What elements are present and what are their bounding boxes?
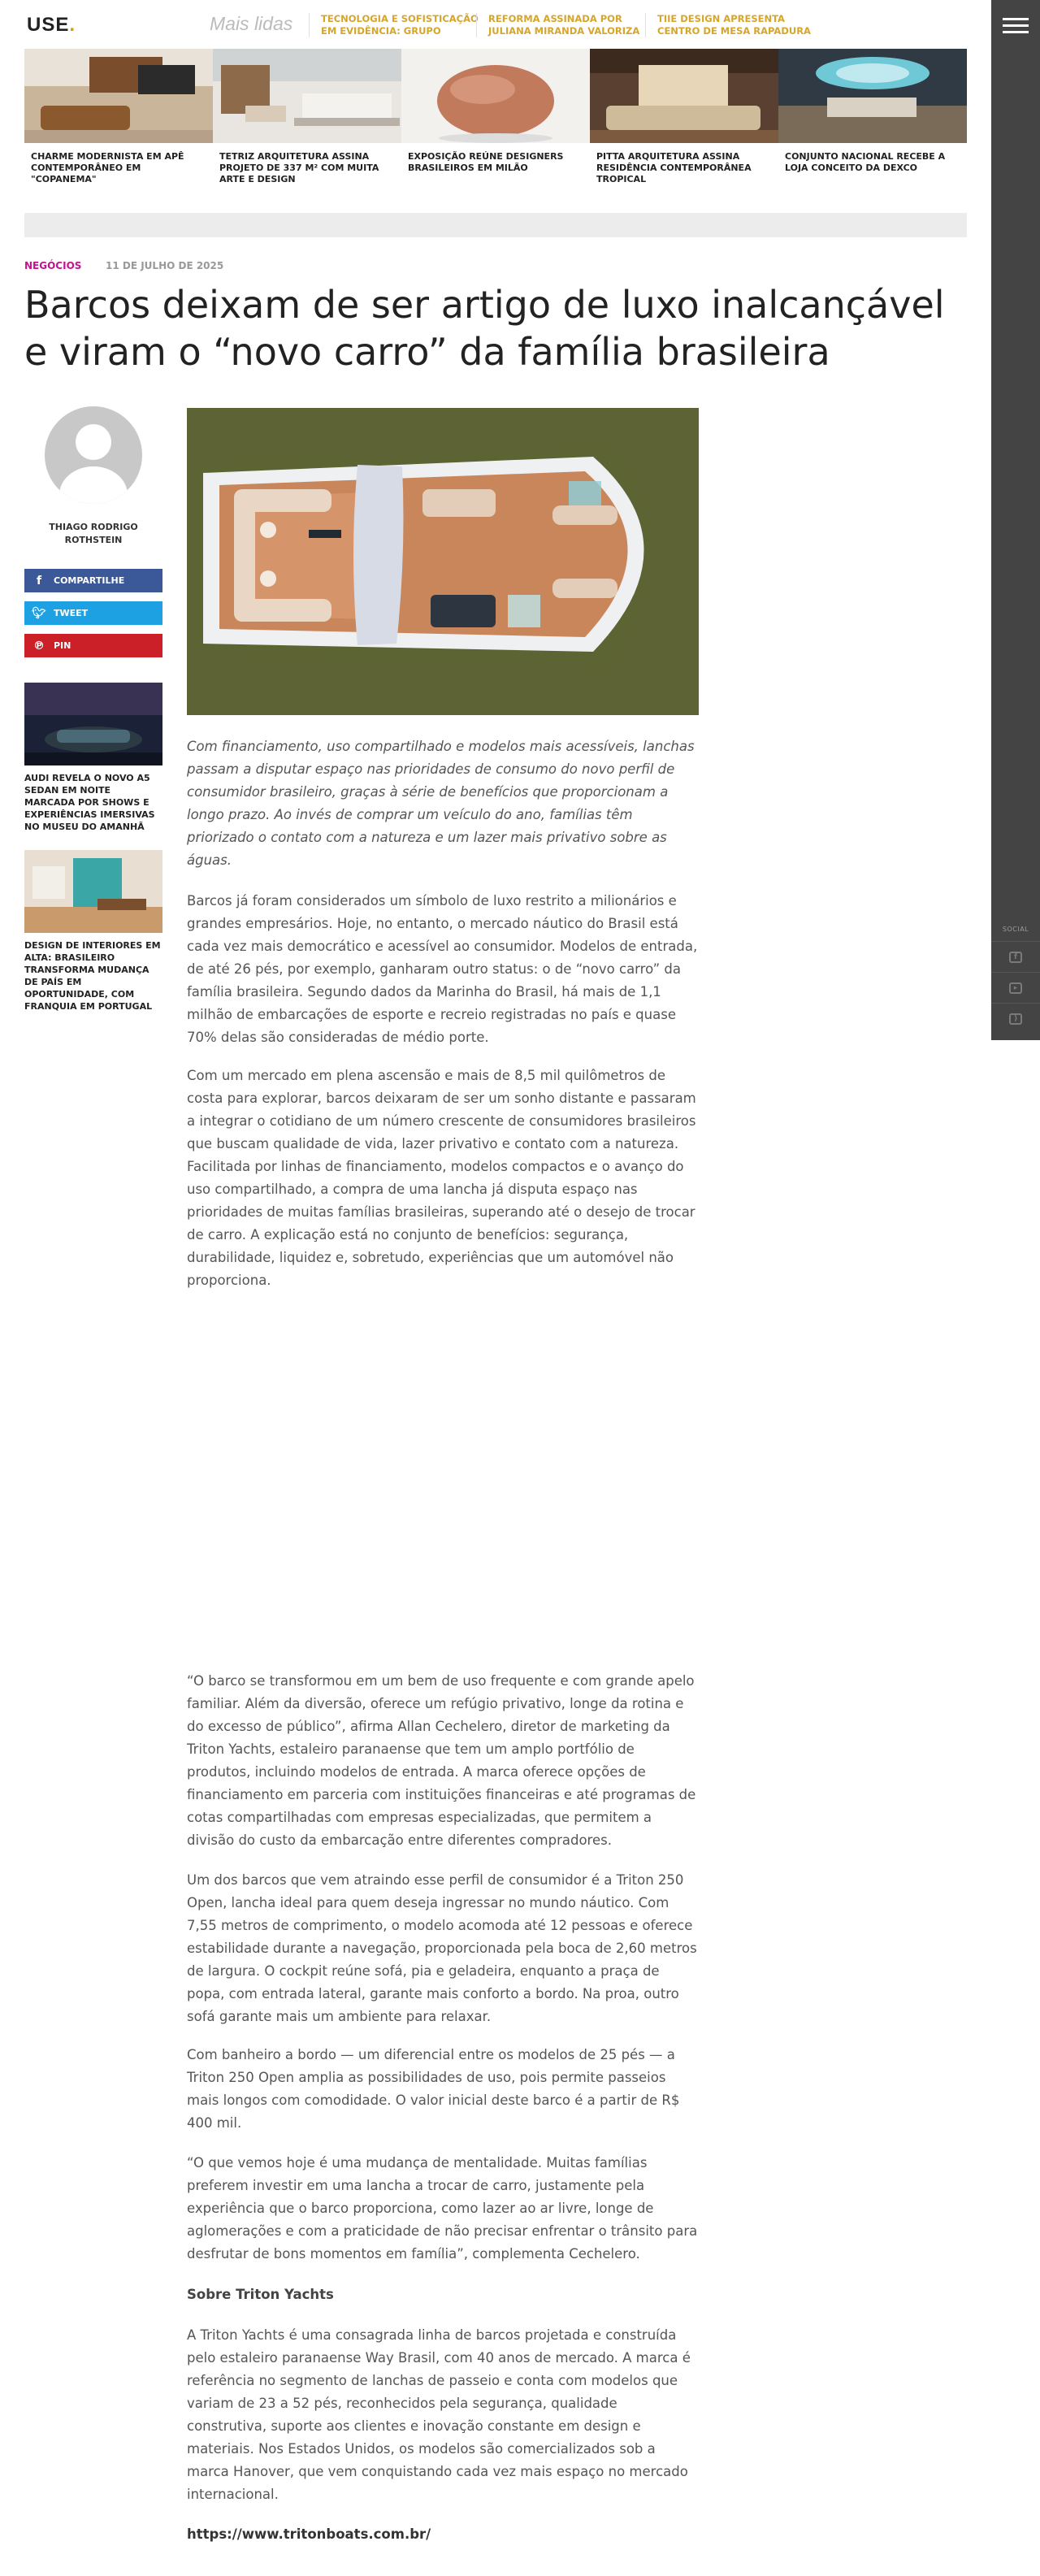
top-bar [0,0,991,49]
site-logo[interactable]: USE. [27,14,76,36]
most-read-label: Mais lidas [210,13,293,34]
related-title: AUDI REVELA O NOVO A5 SEDAN EM NOITE MARCADA POR SHOWS E EXPERIÊNCIAS IMERSIVAS NO MUSEU DO AMANHÃ [24,773,155,832]
article-body-6 [187,2152,699,2266]
article-body-5 [187,2044,699,2135]
body-paragraph: Um dos barcos que vem atraindo esse perfil de consumidor é a Triton 250 Open, lancha ideal para quem deseja ingressar no mundo náutico. Com 7,55 metros de comprimento, o modelo acomoda até 12 pessoas e oferece estabilidade durante a navegação, proporcionada pela boca de 2,60 metros de largura. O cockpit reúne sofá, pia e geladeira, enquanto a praça de popa, com entrada lateral, garante mais conforto a bordo. Na proa, outro sofá garante mais um ambiente para relaxar. [187,1872,697,2024]
ad-banner-placeholder [24,213,967,237]
featured-caption: EXPOSIÇÃO REÚNE DESIGNERS BRASILEIROS EM MILÃO [408,151,564,173]
facebook-share-button[interactable] [24,569,162,592]
body-paragraph: Barcos já foram considerados um símbolo de luxo restrito a milionários e grandes empresários. Hoje, no entanto, o mercado náutico do Brasil está cada vez mais democrático e acessível ao consumidor. Modelos de entrada, de até 26 pés, por exemplo, ganharam outro status: o de “novo carro” da família brasileira. Segundo dados da Marinha do Brasil, há mais de 1,1 milhão de embarcações de esporte e recreio registradas no país e quase 70% delas são consideradas de médio porte. [187,893,698,1045]
featured-caption: TETRIZ ARQUITETURA ASSINA PROJETO DE 337 M² COM MUITA ARTE E DESIGN [219,151,379,184]
facebook-icon[interactable]: f [991,941,1040,972]
twitter-share-button[interactable] [24,601,162,625]
most-read-link-1[interactable]: TECNOLOGIA E SOFISTICAÇÃO EM EVIDÊNCIA: GRUPO [309,13,479,37]
side-menu-panel [991,0,1040,1040]
lead-paragraph: Com financiamento, uso compartilhado e modelos mais acessíveis, lanchas passam a disputar espaço nas prioridades de consumo do novo perfil de consumidor brasileiro, graças à série de benefícios que proporcionam a longo prazo. Ao invés de comprar um veículo do ano, famílias têm priorizado o contato com a natureza e um lazer mais privativo sobre as águas. [187,739,695,868]
featured-card[interactable] [778,49,967,192]
social-label: SOCIAL [1002,926,1029,933]
featured-caption: PITTA ARQUITETURA ASSINA RESIDÊNCIA CONTEMPORÂNEA TROPICAL [596,151,752,184]
related-title: DESIGN DE INTERIORES EM ALTA: BRASILEIRO TRANSFORMA MUDANÇA DE PAÍS EM OPORTUNIDADE, COM FRANQUIA EM PORTUGAL [24,940,161,1012]
related-article[interactable] [24,683,162,833]
related-image [24,850,162,933]
category-tag[interactable]: NEGÓCIOS [24,260,82,271]
section-subtitle: Sobre Triton Yachts [187,2287,334,2302]
featured-image [401,49,590,143]
article-body-2 [187,1065,699,1292]
related-image [24,683,162,765]
facebook-icon: f [36,574,42,588]
featured-caption: CHARME MODERNISTA EM APÊ CONTEMPORÂNEO EM "COPANEMA" [31,151,184,184]
publish-date: 11 DE JULHO DE 2025 [106,260,224,271]
article-body-4 [187,1869,699,2028]
hamburger-menu-icon[interactable] [1003,18,1029,34]
article-hero-image [187,408,699,715]
share-label: PIN [54,640,72,651]
article-body-3 [187,1670,699,1852]
pinterest-icon: ℗ [33,639,45,653]
featured-strip [24,49,967,192]
featured-image [213,49,401,143]
most-read-link-3[interactable]: TIIE DESIGN APRESENTA CENTRO DE MESA RAPADURA [645,13,824,37]
featured-image [590,49,778,143]
article-url-block [187,2523,699,2546]
author-name[interactable]: THIAGO RODRIGO ROTHSTEIN [49,522,138,545]
related-article[interactable] [24,850,162,1013]
article-body-7 [187,2324,699,2506]
author-avatar [45,406,142,504]
featured-card[interactable] [401,49,590,192]
body-paragraph: “O barco se transformou em um bem de uso frequente e com grande apelo familiar. Além da diversão, oferece um refúgio privativo, longe da rotina e do excesso de público”, afirma Allan Cechelero, diretor de marketing da Triton Yachts, estaleiro paranaense que tem um amplo portfólio de produtos, incluindo modelos de entrada. A marca oferece opções de financiamento em parceria com instituições financeiras e até programas de cotas compartilhadas com empresas especializadas, que permitem a divisão do custo da embarcação entre diferentes compradores. [187,1673,696,1848]
twitter-icon: 🐦︎ [32,606,46,620]
share-label: TWEET [54,608,89,618]
youtube-icon[interactable]: ▸ [991,972,1040,1003]
featured-card[interactable] [24,49,213,192]
pinterest-share-button[interactable] [24,634,162,657]
article-subtitle-block [187,2283,699,2306]
featured-caption: CONJUNTO NACIONAL RECEBE A LOJA CONCEITO DA DEXCO [785,151,946,173]
body-paragraph: A Triton Yachts é uma consagrada linha de barcos projetada e construída pelo estaleiro paranaense Way Brasil, com 40 anos de mercado. A marca é referência no segmento de lanchas de passeio e conta com modelos que variam de 23 a 52 pés, reconhecidos pela segurança, qualidade construtiva, suporte aos clientes e inovação constante em design e materiais. Nos Estados Unidos, os modelos são comercializados sob a marca Hanover, que vem conquistando cada vez mais espaço no mercado internacional. [187,2327,691,2502]
featured-card[interactable] [590,49,778,192]
external-link[interactable]: https://www.tritonboats.com.br/ [187,2526,431,2542]
featured-card[interactable] [213,49,401,192]
rss-icon[interactable]: ) [991,1003,1040,1034]
featured-image [24,49,213,143]
body-paragraph: “O que vemos hoje é uma mudança de mentalidade. Muitas famílias preferem investir em uma lancha a trocar de carro, justamente pela experiência que o barco proporciona, como lazer ao ar livre, longe de aglomerações e com a praticidade de não precisar enfrentar o trânsito para desfrutar de bons momentos em família”, complementa Cechelero. [187,2155,698,2262]
article-lead [187,735,699,872]
featured-image [778,49,967,143]
most-read-link-2[interactable]: REFORMA ASSINADA POR JULIANA MIRANDA VALORIZA [476,13,655,37]
body-paragraph: Com um mercado em plena ascensão e mais de 8,5 mil quilômetros de costa para explorar, barcos deixaram de ser um sonho distante e passaram a integrar o cotidiano de um número crescente de consumidores brasileiros que buscam qualidade de vida, lazer privativo e contato com a natureza. Facilitada por linhas de financiamento, modelos compactos e o avanço do uso compartilhado, a compra de uma lancha já disputa espaço nas prioridades de muitas famílias brasileiras, superando até o desejo de trocar de carro. A explicação está no conjunto de benefícios: segurança, durabilidade, liquidez e, sobretudo, experiências que um automóvel não proporciona. [187,1068,696,1288]
body-paragraph: Com banheiro a bordo — um diferencial entre os modelos de 25 pés — a Triton 250 Open amplia as possibilidades de uso, pois permite passeios mais longos com comodidade. O valor inicial deste barco é a partir de R$ 400 mil. [187,2047,680,2131]
article-title: Barcos deixam de ser artigo de luxo inalcançável e viram o “novo carro” da família brasileira [24,283,945,374]
share-label: COMPARTILHE [54,575,125,586]
article-body-1 [187,890,699,1049]
